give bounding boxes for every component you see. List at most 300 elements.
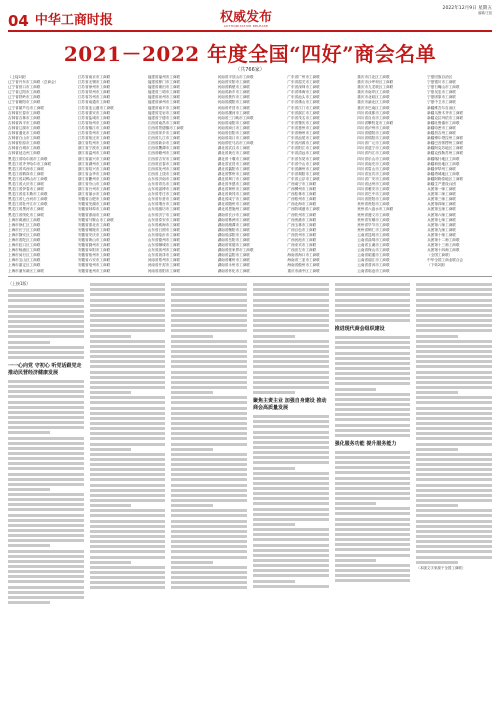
text-line bbox=[171, 319, 247, 322]
list-item: 宁夏石嘴山市工商联 bbox=[427, 85, 460, 90]
list-item: 兵团第七师工商联 bbox=[427, 217, 456, 222]
text-line bbox=[171, 350, 247, 353]
list-item: 山东省泰安市工商联 bbox=[147, 217, 181, 222]
text-line bbox=[335, 377, 411, 380]
text-line bbox=[90, 458, 166, 461]
text-line bbox=[8, 325, 84, 328]
list-item: 湖南省益阳市工商联 bbox=[217, 253, 250, 258]
text-line bbox=[8, 431, 50, 434]
text-line bbox=[171, 463, 247, 466]
text-line bbox=[90, 514, 166, 517]
text-line bbox=[90, 556, 166, 559]
list-item: 山东省青岛市工商联 bbox=[147, 181, 181, 186]
list-item: 山东省临沂市工商联 bbox=[147, 232, 181, 237]
text-line bbox=[8, 442, 84, 445]
list-item: 新疆克拉玛依市工商联 bbox=[427, 115, 464, 120]
text-line bbox=[171, 432, 247, 435]
text-line bbox=[90, 417, 166, 420]
list-item: 浙江省温州市工商联 bbox=[77, 151, 111, 156]
text-line bbox=[8, 473, 84, 476]
text-line bbox=[253, 324, 329, 327]
list-item: 湖北省宜昌市工商联 bbox=[217, 161, 250, 166]
text-line bbox=[171, 468, 247, 471]
list-item: 宁夏银川市工商联 bbox=[427, 80, 456, 85]
text-line bbox=[8, 575, 84, 578]
list-item: 重庆市江北区工商联 bbox=[357, 75, 390, 79]
list-item: 安徽省马鞍山市工商联 bbox=[77, 217, 114, 222]
list-item: 新疆哈密市工商联 bbox=[427, 125, 456, 130]
list-column bbox=[287, 75, 352, 273]
article-column bbox=[8, 281, 84, 701]
list-item: 新疆维吾尔自治区 bbox=[427, 105, 456, 110]
text-line bbox=[416, 448, 458, 451]
text-line bbox=[90, 386, 166, 389]
list-item: 湖北省随州市工商联 bbox=[217, 202, 250, 207]
list-item: 河南省鹤壁市工商联 bbox=[217, 85, 250, 90]
list-item: 四川省成都市工商联 bbox=[357, 110, 390, 115]
list-item: 四川省乐山市工商联 bbox=[357, 156, 390, 161]
text-line bbox=[253, 309, 329, 312]
list-item: 河南省信阳市工商联 bbox=[217, 131, 250, 136]
list-item: 安徽省宿州市工商联 bbox=[77, 253, 111, 258]
text-line bbox=[90, 432, 166, 435]
list-item: 新疆阿勒泰地区工商联 bbox=[427, 176, 464, 181]
list-item: 浙江省台州市工商联 bbox=[77, 187, 111, 192]
text-line bbox=[8, 524, 84, 527]
text-line bbox=[90, 335, 132, 338]
text-line bbox=[90, 391, 132, 394]
list-item: 上海市长宁区工商联 bbox=[8, 227, 41, 232]
list-item: 广西桂林市工商联 bbox=[287, 192, 317, 197]
text-line bbox=[8, 591, 84, 594]
list-item: 河南省开封市工商联 bbox=[147, 263, 181, 268]
text-line bbox=[416, 520, 492, 523]
list-item: 吉林省通化市工商联 bbox=[8, 131, 41, 136]
text-line bbox=[253, 283, 329, 286]
list-item: 江苏省连云港市工商联 bbox=[77, 105, 114, 110]
text-line bbox=[171, 288, 247, 291]
text-line bbox=[90, 586, 166, 589]
list-item: 云南省普洱市工商联 bbox=[357, 263, 390, 268]
text-line bbox=[416, 350, 492, 353]
article-heading: 强化服务功能 提升服务能力 bbox=[334, 440, 397, 447]
text-line bbox=[8, 406, 84, 409]
list-item: 吉林省长春市工商联 bbox=[8, 110, 41, 115]
list-item: 吉林省辽源市工商联 bbox=[8, 125, 41, 130]
text-line bbox=[253, 376, 329, 379]
text-line bbox=[171, 484, 247, 487]
list-item: 河南省平顶山市工商联 bbox=[217, 75, 254, 79]
list-item: 四川省广安市工商联 bbox=[357, 176, 390, 181]
list-item: 江西省鹰潭市工商联 bbox=[147, 146, 181, 151]
text-line bbox=[416, 340, 492, 343]
text-line bbox=[253, 329, 329, 332]
text-line bbox=[8, 351, 84, 354]
text-line bbox=[90, 293, 166, 296]
list-item: 广东省深圳市工商联 bbox=[287, 85, 320, 90]
text-line bbox=[416, 514, 492, 517]
list-item: 湖北省黄冈市工商联 bbox=[217, 192, 250, 197]
text-line bbox=[416, 391, 458, 394]
text-line bbox=[90, 499, 166, 502]
list-item: 四川省攀枝花市工商联 bbox=[357, 120, 394, 125]
list-item: 上海市黄浦区工商联 bbox=[8, 217, 41, 222]
text-line bbox=[335, 346, 411, 349]
text-line bbox=[416, 473, 492, 476]
list-item: 广东省肇庆市工商联 bbox=[287, 120, 320, 125]
list-item: 浙江省金华市工商联 bbox=[77, 171, 111, 176]
text-line bbox=[253, 523, 295, 526]
text-line bbox=[253, 360, 329, 363]
text-line bbox=[171, 571, 247, 574]
text-line bbox=[171, 381, 247, 384]
text-line bbox=[8, 457, 84, 460]
text-line bbox=[253, 335, 295, 338]
list-item: 兵团第一师工商联 bbox=[427, 187, 456, 192]
text-line bbox=[253, 574, 329, 577]
list-item: 安徽省阜阳市工商联 bbox=[77, 248, 111, 253]
section-title bbox=[220, 11, 272, 28]
list-item: 云南省丽江市工商联 bbox=[357, 258, 390, 263]
list-item: 广东省东莞市工商联 bbox=[287, 156, 320, 161]
text-line bbox=[8, 596, 84, 599]
section-title-cn: 权威发布 bbox=[220, 10, 273, 25]
list-item: 重庆市渝中区工商联 bbox=[287, 268, 320, 273]
text-line bbox=[171, 355, 247, 358]
text-line bbox=[253, 371, 329, 374]
list-item: 广西北海市工商联 bbox=[287, 202, 317, 207]
text-line bbox=[416, 371, 492, 374]
text-line bbox=[8, 555, 84, 558]
text-line bbox=[253, 461, 329, 464]
text-line bbox=[171, 360, 247, 363]
list-item: 兵团第九师工商联 bbox=[427, 227, 456, 232]
list-item: 宁夏固原市工商联 bbox=[427, 95, 456, 100]
list-item: 福建省宁德市工商联 bbox=[147, 115, 181, 120]
list-item: 兵团第十三师工商联 bbox=[427, 243, 460, 248]
list-column bbox=[357, 75, 422, 273]
list-item: 安徽省六安市工商联 bbox=[77, 258, 111, 263]
list-item: 湖北省十堰市工商联 bbox=[217, 156, 250, 161]
text-line bbox=[416, 412, 492, 415]
list-item: 贵州省遵义市工商联 bbox=[357, 212, 390, 217]
list-item: 河南省商丘市工商联 bbox=[217, 125, 250, 130]
text-line bbox=[253, 431, 329, 434]
list-item: 山东省济南市工商联 bbox=[147, 176, 181, 181]
text-line bbox=[416, 324, 492, 327]
list-item: 安徽省合肥市工商联 bbox=[77, 197, 111, 202]
list-item: 湖南省长沙市工商联 bbox=[217, 212, 250, 217]
text-line bbox=[171, 304, 247, 307]
text-line bbox=[90, 535, 166, 538]
list-item: 吉林省白山市工商联 bbox=[8, 136, 41, 141]
list-item: 江苏省盐城市工商联 bbox=[77, 115, 111, 120]
text-line bbox=[8, 294, 84, 297]
list-item: 兵团第六师工商联 bbox=[427, 212, 456, 217]
text-line bbox=[416, 540, 492, 543]
text-line bbox=[335, 398, 411, 401]
list-item: 江西省新余市工商联 bbox=[147, 141, 181, 146]
list-item: 广东省汕头市工商联 bbox=[287, 95, 320, 100]
page-title: 2021－2022 年度全国“四好”商会名单 bbox=[63, 42, 437, 66]
text-line bbox=[8, 320, 84, 323]
text-line bbox=[416, 453, 492, 456]
list-item: 湖北省荆州市工商联 bbox=[217, 187, 250, 192]
list-item: 广西钦州市工商联 bbox=[287, 212, 317, 217]
text-line bbox=[8, 426, 84, 429]
list-item: 四川省德阳市工商联 bbox=[357, 131, 390, 136]
text-line bbox=[335, 487, 411, 490]
text-line bbox=[90, 376, 166, 379]
list-item: 黑龙江省伊春市工商联 bbox=[8, 187, 44, 192]
text-line bbox=[8, 447, 84, 450]
text-line bbox=[335, 461, 411, 464]
text-line bbox=[171, 453, 247, 456]
page-subtitle: （共766家） bbox=[235, 67, 265, 73]
article-heading: 一一心向党 守初心 听党话跟党走 推动民营经济健康发展 bbox=[8, 362, 82, 376]
list-item: 新疆巴音郭楞州工商联 bbox=[427, 141, 464, 146]
text-line bbox=[171, 540, 247, 543]
text-line bbox=[416, 319, 492, 322]
list-item: 四川省眉山市工商联 bbox=[357, 166, 390, 171]
list-item: 浙江省宁波市工商联 bbox=[77, 146, 111, 151]
text-line bbox=[90, 443, 166, 446]
list-item: 河南省漯河市工商联 bbox=[217, 110, 250, 115]
text-line bbox=[253, 580, 295, 583]
list-item: 湖南省常德市工商联 bbox=[217, 243, 250, 248]
list-item: 安徽省铜陵市工商联 bbox=[77, 227, 111, 232]
text-line bbox=[416, 437, 492, 440]
text-line bbox=[335, 372, 411, 375]
text-line bbox=[335, 388, 377, 391]
text-line bbox=[416, 329, 492, 332]
text-line bbox=[171, 586, 247, 589]
text-line bbox=[416, 468, 492, 471]
text-line bbox=[253, 288, 329, 291]
text-line bbox=[171, 314, 247, 317]
list-item: 上海市宝山区工商联 bbox=[8, 258, 41, 263]
text-line bbox=[335, 559, 377, 562]
text-line bbox=[416, 365, 492, 368]
list-item: 黑龙江省双鸭山市工商联 bbox=[8, 176, 48, 181]
text-line bbox=[8, 401, 84, 404]
list-item: 云南省玉溪市工商联 bbox=[357, 243, 390, 248]
text-line bbox=[8, 341, 50, 344]
list-item: 新疆博尔塔拉州工商联 bbox=[427, 136, 464, 141]
text-line bbox=[416, 288, 492, 291]
text-line bbox=[90, 545, 166, 548]
text-line bbox=[253, 355, 329, 358]
text-line bbox=[335, 512, 411, 515]
text-line bbox=[171, 504, 213, 507]
text-line bbox=[335, 403, 411, 406]
text-line bbox=[416, 304, 492, 307]
list-column bbox=[218, 75, 283, 273]
text-line bbox=[253, 477, 329, 480]
list-item: 湖北省襄阳市工商联 bbox=[217, 166, 250, 171]
text-line bbox=[90, 448, 132, 451]
text-line bbox=[416, 417, 492, 420]
text-line bbox=[335, 429, 411, 432]
list-item: 辽宁省丹东市工商联（总商会） bbox=[8, 80, 59, 85]
list-item: 浙江省绍兴市工商联 bbox=[77, 166, 111, 171]
article-body bbox=[8, 281, 492, 701]
text-line bbox=[335, 538, 411, 541]
text-line bbox=[416, 293, 492, 296]
list-item: 广东省潮州市工商联 bbox=[287, 166, 320, 171]
list-item: 广东省梅州市工商联 bbox=[287, 131, 320, 136]
list-item: 兵团第四师工商联 bbox=[427, 202, 456, 207]
list-item: 福建省龙岩市工商联 bbox=[147, 110, 181, 115]
list-item: 浙江省杭州市工商联 bbox=[77, 141, 111, 146]
text-line bbox=[253, 559, 329, 562]
text-line bbox=[416, 401, 492, 404]
list-item: （下转2版） bbox=[427, 263, 448, 268]
list-item: 广东省河源市工商联 bbox=[287, 141, 320, 146]
list-item: 贵州省毕节市工商联 bbox=[357, 222, 390, 227]
list-item: 安徽省黄山市工商联 bbox=[77, 238, 111, 242]
list-item: 山东省德州市工商联 bbox=[147, 238, 181, 242]
list-item: 江西省九江市工商联 bbox=[147, 136, 181, 141]
text-line bbox=[335, 466, 411, 469]
text-line bbox=[8, 580, 84, 583]
text-line bbox=[416, 335, 458, 338]
list-item: 广西柳州市工商联 bbox=[287, 187, 317, 192]
text-line bbox=[253, 381, 329, 384]
text-line bbox=[171, 293, 247, 296]
list-item: 安徽省安庆市工商联 bbox=[77, 232, 111, 237]
text-line bbox=[171, 545, 247, 548]
text-line bbox=[171, 324, 247, 327]
text-line bbox=[171, 386, 247, 389]
text-line bbox=[335, 299, 411, 302]
text-line bbox=[171, 340, 247, 343]
text-line bbox=[90, 509, 166, 512]
text-line bbox=[171, 401, 247, 404]
text-line bbox=[253, 415, 329, 418]
list-item: 新疆伊犁州工商联 bbox=[427, 166, 456, 171]
list-item: 四川省内江市工商联 bbox=[357, 151, 390, 156]
list-item: 山东省菏泽市工商联 bbox=[147, 253, 181, 258]
text-line bbox=[90, 360, 166, 363]
text-line bbox=[335, 341, 411, 344]
text-line bbox=[253, 549, 329, 552]
text-line bbox=[171, 535, 247, 538]
text-line bbox=[335, 477, 411, 480]
list-item: 江苏省镇江市工商联 bbox=[77, 125, 111, 130]
list-item: 浙江省嘉兴市工商联 bbox=[77, 156, 111, 161]
list-item: 广东省茂名市工商联 bbox=[287, 115, 320, 120]
text-line bbox=[253, 482, 329, 485]
list-item: 安徽省池州市工商联 bbox=[77, 268, 111, 273]
list-item: 江苏省南京市工商联 bbox=[77, 75, 111, 79]
text-line bbox=[253, 544, 329, 547]
list-item: 江西省上饶市工商联 bbox=[147, 171, 181, 176]
text-line bbox=[90, 504, 132, 507]
text-line bbox=[8, 529, 84, 532]
list-item: 上海市普陀区工商联 bbox=[8, 238, 41, 242]
text-line bbox=[171, 576, 247, 579]
text-line bbox=[90, 489, 166, 492]
text-line bbox=[416, 561, 458, 564]
article-column bbox=[90, 281, 166, 701]
list-item: 湖南省株洲市工商联 bbox=[217, 217, 250, 222]
list-item: 河南省洛阳市工商联 bbox=[147, 268, 181, 273]
text-line bbox=[416, 314, 492, 317]
text-line bbox=[335, 523, 411, 526]
text-line bbox=[90, 453, 166, 456]
list-item: 广东省韶关市工商联 bbox=[287, 80, 320, 85]
list-item: 云南省昭通市工商联 bbox=[357, 253, 390, 258]
list-column bbox=[78, 75, 143, 273]
list-item: 江苏省泰州市工商联 bbox=[77, 131, 111, 136]
article-column bbox=[253, 281, 329, 701]
text-line bbox=[253, 386, 329, 389]
text-line bbox=[416, 283, 492, 286]
list-item: 上海市浦东新区工商联 bbox=[8, 268, 44, 273]
text-line bbox=[8, 437, 84, 440]
text-line bbox=[335, 408, 411, 411]
text-line bbox=[253, 425, 329, 428]
text-line bbox=[253, 441, 329, 444]
text-line bbox=[171, 422, 247, 425]
list-item: 广西梧州市工商联 bbox=[287, 197, 317, 202]
text-line bbox=[8, 565, 84, 568]
text-line bbox=[253, 528, 329, 531]
text-line bbox=[90, 494, 166, 497]
text-line bbox=[335, 367, 411, 370]
list-item: 广东省广州市工商联 bbox=[287, 75, 320, 79]
list-item: 江西省南昌市工商联 bbox=[147, 120, 181, 125]
text-line bbox=[335, 579, 411, 582]
text-line bbox=[253, 554, 329, 557]
text-line bbox=[90, 381, 166, 384]
text-line bbox=[171, 427, 247, 430]
masthead bbox=[8, 6, 492, 32]
text-line bbox=[335, 362, 411, 365]
list-item: 广西贵港市工商联 bbox=[287, 217, 317, 222]
text-line bbox=[171, 412, 247, 415]
text-line bbox=[8, 488, 50, 491]
text-line bbox=[90, 576, 166, 579]
list-item: 浙江省衢州市工商联 bbox=[77, 176, 111, 181]
text-line bbox=[335, 471, 411, 474]
list-column bbox=[148, 75, 213, 273]
list-item: 重庆市渝北区工商联 bbox=[357, 100, 390, 105]
list-item: 广东省江门市工商联 bbox=[287, 105, 320, 110]
list-item: 江西省吉安市工商联 bbox=[147, 156, 181, 161]
text-line bbox=[8, 315, 84, 318]
text-line bbox=[90, 422, 166, 425]
text-line bbox=[171, 407, 247, 410]
list-item: 河南省焦作市工商联 bbox=[217, 95, 250, 100]
list-item: 吉林省延边州工商联 bbox=[8, 151, 41, 156]
text-line bbox=[8, 346, 84, 349]
text-line bbox=[416, 355, 492, 358]
text-line bbox=[416, 345, 492, 348]
list-item: 广东省惠州市工商联 bbox=[287, 125, 320, 130]
list-item: 广东省汕尾市工商联 bbox=[287, 136, 320, 141]
list-item: 山东省济宁市工商联 bbox=[147, 212, 181, 217]
list-item: 江西省宜春市工商联 bbox=[147, 161, 181, 166]
list-column bbox=[8, 75, 73, 273]
text-line bbox=[171, 329, 247, 332]
text-line bbox=[253, 569, 329, 572]
list-column bbox=[427, 75, 492, 273]
text-line bbox=[90, 345, 166, 348]
list-item: 江西省赣州市工商联 bbox=[147, 151, 181, 156]
text-line bbox=[171, 448, 213, 451]
